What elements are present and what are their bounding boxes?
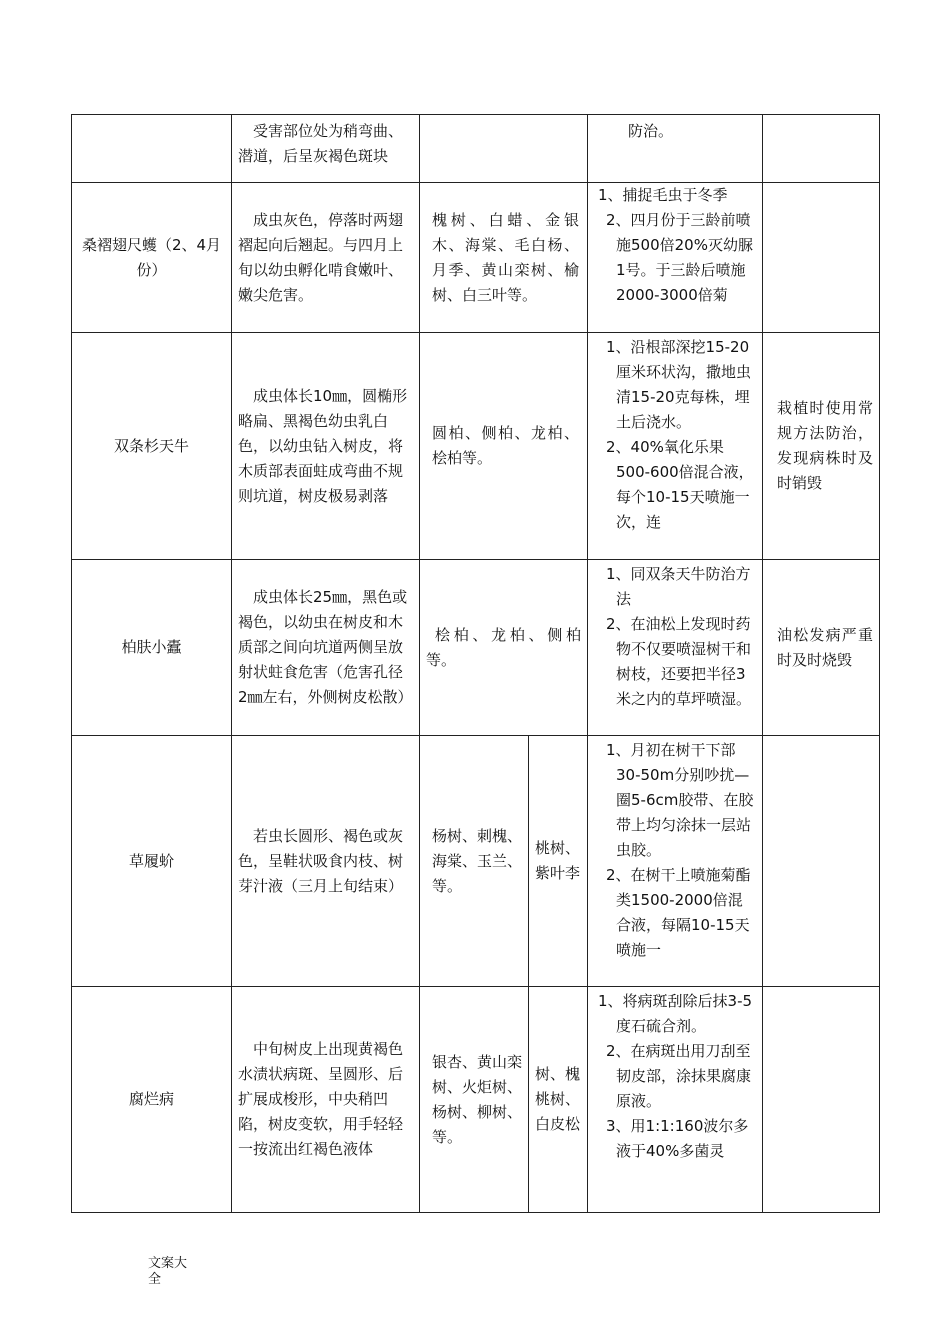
pest-name: 草履蚧	[128, 851, 174, 870]
method-line: 防治。	[628, 122, 674, 140]
method-line: 1、捕捉毛虫于冬季	[598, 186, 728, 204]
method-line: 1、月初在树干下部30-50m分别吵扰—圈5-6cm胶带、在胶带上均匀涂抹一层站虫胶。	[606, 741, 754, 859]
symptom-text: 若虫长圆形、褐色或灰色，呈鞋状吸食内枝、树芽汁液（三月上旬结束）	[238, 826, 404, 895]
pest-name-cell	[72, 560, 232, 736]
method-line: 1、沿根部深挖15-20厘米环状沟，撒地虫清15-20克每株，埋土后浇水。	[606, 338, 752, 431]
host-text-secondary: 树、槐桃树、白皮松	[535, 1065, 581, 1133]
method-line: 1、同双条天牛防治方法	[606, 565, 751, 608]
host-cell	[420, 115, 588, 183]
host-cell	[420, 333, 588, 560]
table-row	[72, 333, 880, 560]
symptom-cell	[232, 560, 420, 736]
host-text: 杨树、刺槐、海棠、玉兰、等。	[432, 826, 523, 895]
note-cell	[763, 560, 880, 736]
method-line: 2、在病斑出用刀刮至韧皮部，涂抹果腐康原液。	[606, 1042, 752, 1110]
note-cell	[763, 115, 880, 183]
symptom-cell	[232, 736, 420, 987]
method-cell	[588, 183, 763, 333]
method-line: 2、40%氧化乐果500-600倍混合液，每个10-15天喷施一次，连	[606, 438, 754, 531]
host-cell	[420, 560, 588, 736]
pest-name: 柏肤小蠹	[121, 638, 182, 656]
method-line: 2、在油松上发现时药物不仅要喷湿树干和树枝，还要把半径3米之内的草坪喷湿。	[606, 615, 752, 708]
host-cell	[420, 736, 529, 987]
table-row	[72, 560, 880, 736]
symptom-cell	[232, 183, 420, 333]
table-row	[72, 183, 880, 333]
symptom-text: 成虫灰色，停落时两翅褶起向后翘起。与四月上旬以幼虫孵化啃食嫩叶、嫩尖危害。	[238, 210, 404, 304]
symptom-text: 受害部位处为稍弯曲、潜道，后呈灰褐色斑块	[238, 122, 404, 165]
pest-name: 腐烂病	[128, 1090, 174, 1108]
pest-name-cell	[72, 115, 232, 183]
method-line: 1、将病斑刮除后抹3-5度石硫合剂。	[598, 992, 753, 1035]
symptom-cell	[232, 115, 420, 183]
host-cell	[420, 987, 529, 1213]
host-text: 银杏、黄山栾树、火炬树、杨树、柳树、等。	[432, 1052, 523, 1146]
method-cell	[588, 987, 763, 1213]
host-text: 圆柏、侧柏、龙柏、桧柏等。	[432, 424, 579, 467]
method-line: 3、用1:1:160波尔多液于40%多菌灵	[606, 1117, 749, 1160]
host-text-secondary: 桃树、紫叶李	[535, 839, 581, 882]
host-cell-secondary	[529, 987, 588, 1213]
table-row	[72, 736, 880, 987]
note-text: 栽植时使用常规方法防治，发现病株时及时销毁	[777, 399, 873, 492]
table-row	[72, 987, 880, 1213]
note-cell	[763, 183, 880, 333]
method-line: 2、在树干上喷施菊酯类1500-2000倍混合液，每隔10-15天喷施一	[606, 866, 751, 959]
method-cell	[588, 560, 763, 736]
host-cell	[420, 183, 588, 333]
pest-name-cell	[72, 987, 232, 1213]
pest-name-cell	[72, 333, 232, 560]
host-text: 桧柏、龙柏、侧柏等。	[426, 625, 581, 669]
method-cell	[588, 333, 763, 560]
symptom-text: 中旬树皮上出现黄褐色水渍状病斑、呈圆形、后扩展成梭形，中央稍凹陷，树皮变软，用手轻轻一按流出红褐色液体	[238, 1040, 404, 1158]
pest-name-cell	[72, 736, 232, 987]
table-row	[72, 115, 880, 183]
method-cell	[588, 736, 763, 987]
note-text: 油松发病严重时及时烧毁	[777, 625, 873, 669]
method-line: 2、四月份于三龄前喷施500倍20%灭幼脲1号。于三龄后喷施2000-3000倍菊	[606, 211, 753, 304]
pest-control-table	[71, 114, 880, 1213]
pest-name: 桑褶翅尺蠖（2、4月份）	[81, 235, 222, 279]
host-cell-secondary	[529, 736, 588, 987]
host-text: 槐树、白蜡、金银木、海棠、毛白杨、月季、黄山栾树、榆树、白三叶等。	[432, 210, 579, 304]
symptom-cell	[232, 333, 420, 560]
note-cell	[763, 736, 880, 987]
method-cell	[588, 115, 763, 183]
pest-name-cell	[72, 183, 232, 333]
symptom-text: 成虫体长10㎜，圆椭形略扁、黑褐色幼虫乳白色，以幼虫钻入树皮，将木质部表面蛀成弯曲不规则坑道，树皮极易剥落	[238, 386, 408, 505]
note-cell	[763, 987, 880, 1213]
pest-name: 双条杉天牛	[113, 436, 189, 455]
page-footer: 文案大全	[148, 1256, 188, 1287]
symptom-cell	[232, 987, 420, 1213]
note-cell	[763, 333, 880, 560]
symptom-text: 成虫体长25㎜，黑色或褐色，以幼虫在树皮和木质部之间向坑道两侧呈放射状蛀食危害（危害孔径2㎜左右，外侧树皮松散）	[238, 588, 413, 706]
